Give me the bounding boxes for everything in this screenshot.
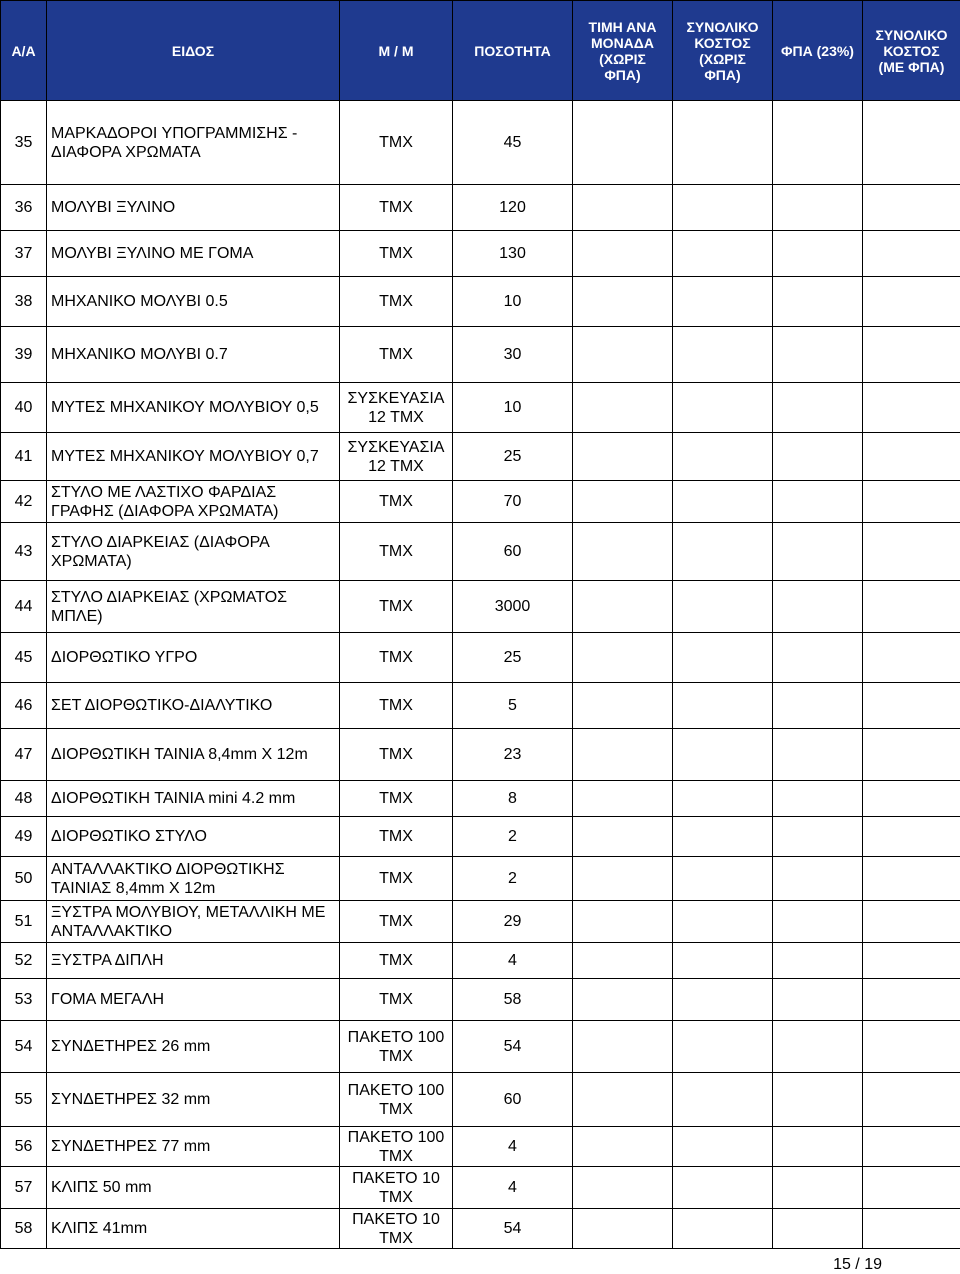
total-with-vat-cell [863, 185, 960, 231]
total-no-vat-cell [673, 523, 773, 581]
item-description: ΜΥΤΕΣ ΜΗΧΑΝΙΚΟΥ ΜΟΛΥΒΙΟΥ 0,5 [47, 383, 340, 433]
total-no-vat-cell [673, 101, 773, 185]
quantity: 5 [453, 683, 573, 729]
total-with-vat-cell [863, 481, 960, 523]
total-no-vat-cell [673, 231, 773, 277]
row-number: 43 [1, 523, 47, 581]
row-number: 55 [1, 1073, 47, 1127]
unit-of-measure: ΣΥΣΚΕΥΑΣΙΑ 12 ΤΜΧ [340, 383, 453, 433]
total-no-vat-cell [673, 901, 773, 943]
quantity: 130 [453, 231, 573, 277]
unit-of-measure: ΤΜΧ [340, 327, 453, 383]
row-number: 35 [1, 101, 47, 185]
unit-price-cell [573, 327, 673, 383]
total-no-vat-cell [673, 1127, 773, 1167]
total-with-vat-cell [863, 383, 960, 433]
total-with-vat-cell [863, 817, 960, 857]
row-number: 47 [1, 729, 47, 781]
vat-cell [773, 817, 863, 857]
item-description: ΜΥΤΕΣ ΜΗΧΑΝΙΚΟΥ ΜΟΛΥΒΙΟΥ 0,7 [47, 433, 340, 481]
unit-price-cell [573, 817, 673, 857]
unit-price-cell [573, 1209, 673, 1249]
unit-of-measure: ΤΜΧ [340, 231, 453, 277]
unit-of-measure: ΤΜΧ [340, 101, 453, 185]
table-row [1, 817, 960, 857]
table-row [1, 781, 960, 817]
unit-of-measure: ΠΑΚΕΤΟ 10 ΤΜΧ [340, 1209, 453, 1249]
row-number: 51 [1, 901, 47, 943]
vat-cell [773, 857, 863, 901]
quantity: 58 [453, 979, 573, 1021]
table-row [1, 327, 960, 383]
col-header-unit-price: ΤΙΜΗ ΑΝΑ ΜΟΝΑΔΑ (ΧΩΡΙΣ ΦΠΑ) [573, 1, 673, 101]
total-with-vat-cell [863, 231, 960, 277]
total-with-vat-cell [863, 729, 960, 781]
col-header-vat: ΦΠΑ (23%) [773, 1, 863, 101]
quantity: 8 [453, 781, 573, 817]
unit-of-measure: ΠΑΚΕΤΟ 10 ΤΜΧ [340, 1167, 453, 1209]
total-with-vat-cell [863, 581, 960, 633]
unit-of-measure: ΤΜΧ [340, 277, 453, 327]
vat-cell [773, 943, 863, 979]
table-row [1, 979, 960, 1021]
vat-cell [773, 231, 863, 277]
item-description: ΣΥΝΔΕΤΗΡΕΣ 26 mm [47, 1021, 340, 1073]
row-number: 44 [1, 581, 47, 633]
page-number: 15 / 19 [833, 1256, 882, 1273]
table-row [1, 481, 960, 523]
item-description: ΓΟΜΑ ΜΕΓΑΛΗ [47, 979, 340, 1021]
table-row [1, 383, 960, 433]
col-header-item: ΕΙΔΟΣ [47, 1, 340, 101]
row-number: 54 [1, 1021, 47, 1073]
total-no-vat-cell [673, 481, 773, 523]
unit-price-cell [573, 481, 673, 523]
item-description: ΜΗΧΑΝΙΚΟ ΜΟΛΥΒΙ 0.5 [47, 277, 340, 327]
vat-cell [773, 979, 863, 1021]
quantity: 120 [453, 185, 573, 231]
unit-price-cell [573, 1127, 673, 1167]
vat-cell [773, 383, 863, 433]
total-with-vat-cell [863, 327, 960, 383]
quantity: 25 [453, 633, 573, 683]
quantity: 2 [453, 817, 573, 857]
table-header-row [1, 1, 960, 101]
table-row [1, 433, 960, 481]
item-description: ΣΤΥΛΟ ΔΙΑΡΚΕΙΑΣ (ΔΙΑΦΟΡΑ ΧΡΩΜΑΤΑ) [47, 523, 340, 581]
unit-price-cell [573, 433, 673, 481]
unit-of-measure: ΤΜΧ [340, 683, 453, 729]
table-row [1, 277, 960, 327]
item-description: ΜΟΛΥΒΙ ΞΥΛΙΝΟ ΜΕ ΓΟΜΑ [47, 231, 340, 277]
total-with-vat-cell [863, 277, 960, 327]
quantity: 4 [453, 943, 573, 979]
table-row [1, 633, 960, 683]
unit-of-measure: ΠΑΚΕΤΟ 100 ΤΜΧ [340, 1127, 453, 1167]
total-with-vat-cell [863, 101, 960, 185]
unit-of-measure: ΤΜΧ [340, 979, 453, 1021]
unit-of-measure: ΣΥΣΚΕΥΑΣΙΑ 12 ΤΜΧ [340, 433, 453, 481]
item-description: ΣΥΝΔΕΤΗΡΕΣ 77 mm [47, 1127, 340, 1167]
quantity: 54 [453, 1209, 573, 1249]
table-row [1, 1167, 960, 1209]
total-no-vat-cell [673, 781, 773, 817]
vat-cell [773, 277, 863, 327]
unit-price-cell [573, 101, 673, 185]
total-no-vat-cell [673, 1167, 773, 1209]
quantity: 4 [453, 1167, 573, 1209]
table-row [1, 1127, 960, 1167]
vat-cell [773, 481, 863, 523]
total-no-vat-cell [673, 857, 773, 901]
unit-of-measure: ΤΜΧ [340, 581, 453, 633]
table-row [1, 1209, 960, 1249]
unit-of-measure: ΤΜΧ [340, 817, 453, 857]
item-description: ΜΟΛΥΒΙ ΞΥΛΙΝΟ [47, 185, 340, 231]
quantity: 70 [453, 481, 573, 523]
quantity: 54 [453, 1021, 573, 1073]
quantity: 45 [453, 101, 573, 185]
row-number: 41 [1, 433, 47, 481]
item-description: ΣΤΥΛΟ ΔΙΑΡΚΕΙΑΣ (ΧΡΩΜΑΤΟΣ ΜΠΛΕ) [47, 581, 340, 633]
vat-cell [773, 1127, 863, 1167]
unit-price-cell [573, 729, 673, 781]
vat-cell [773, 1021, 863, 1073]
table-row [1, 1073, 960, 1127]
total-no-vat-cell [673, 633, 773, 683]
total-no-vat-cell [673, 979, 773, 1021]
total-no-vat-cell [673, 433, 773, 481]
quantity: 23 [453, 729, 573, 781]
unit-of-measure: ΤΜΧ [340, 633, 453, 683]
unit-price-cell [573, 1167, 673, 1209]
unit-price-cell [573, 185, 673, 231]
unit-price-cell [573, 383, 673, 433]
item-description: ΔΙΟΡΘΩΤΙΚΗ ΤΑΙΝΙΑ mini 4.2 mm [47, 781, 340, 817]
row-number: 40 [1, 383, 47, 433]
item-description: ΑΝΤΑΛΛΑΚΤΙΚΟ ΔΙΟΡΘΩΤΙΚΗΣ ΤΑΙΝΙΑΣ 8,4mm X 12m [47, 857, 340, 901]
item-description: ΣΥΝΔΕΤΗΡΕΣ 32 mm [47, 1073, 340, 1127]
total-with-vat-cell [863, 523, 960, 581]
col-header-total-no-vat: ΣΥΝΟΛΙΚΟ ΚΟΣΤΟΣ (ΧΩΡΙΣ ΦΠΑ) [673, 1, 773, 101]
table-row [1, 901, 960, 943]
vat-cell [773, 185, 863, 231]
table-row [1, 581, 960, 633]
vat-cell [773, 101, 863, 185]
total-with-vat-cell [863, 633, 960, 683]
row-number: 46 [1, 683, 47, 729]
unit-price-cell [573, 781, 673, 817]
quantity: 10 [453, 277, 573, 327]
quantity: 2 [453, 857, 573, 901]
row-number: 57 [1, 1167, 47, 1209]
row-number: 56 [1, 1127, 47, 1167]
total-no-vat-cell [673, 1209, 773, 1249]
total-no-vat-cell [673, 1073, 773, 1127]
table-row [1, 185, 960, 231]
item-description: ΣΕΤ ΔΙΟΡΘΩΤΙΚΟ-ΔΙΑΛΥΤΙΚΟ [47, 683, 340, 729]
unit-price-cell [573, 523, 673, 581]
total-no-vat-cell [673, 327, 773, 383]
unit-price-cell [573, 901, 673, 943]
unit-of-measure: ΤΜΧ [340, 901, 453, 943]
total-with-vat-cell [863, 943, 960, 979]
quantity: 10 [453, 383, 573, 433]
row-number: 52 [1, 943, 47, 979]
unit-of-measure: ΠΑΚΕΤΟ 100 ΤΜΧ [340, 1073, 453, 1127]
table-row [1, 231, 960, 277]
unit-of-measure: ΤΜΧ [340, 185, 453, 231]
col-header-aa: Α/Α [1, 1, 47, 101]
table-row [1, 523, 960, 581]
total-with-vat-cell [863, 1073, 960, 1127]
total-with-vat-cell [863, 433, 960, 481]
unit-of-measure: ΤΜΧ [340, 943, 453, 979]
row-number: 37 [1, 231, 47, 277]
table-row [1, 857, 960, 901]
quantity: 4 [453, 1127, 573, 1167]
row-number: 48 [1, 781, 47, 817]
total-with-vat-cell [863, 683, 960, 729]
vat-cell [773, 1209, 863, 1249]
total-no-vat-cell [673, 943, 773, 979]
row-number: 49 [1, 817, 47, 857]
unit-of-measure: ΤΜΧ [340, 523, 453, 581]
unit-of-measure: ΤΜΧ [340, 781, 453, 817]
col-header-quantity: ΠΟΣΟΤΗΤΑ [453, 1, 573, 101]
item-description: ΞΥΣΤΡΑ ΔΙΠΛΗ [47, 943, 340, 979]
row-number: 42 [1, 481, 47, 523]
vat-cell [773, 581, 863, 633]
row-number: 50 [1, 857, 47, 901]
total-no-vat-cell [673, 383, 773, 433]
unit-price-cell [573, 633, 673, 683]
unit-of-measure: ΤΜΧ [340, 481, 453, 523]
table-row [1, 101, 960, 185]
table-body [1, 101, 960, 1249]
quantity: 3000 [453, 581, 573, 633]
vat-cell [773, 1167, 863, 1209]
total-with-vat-cell [863, 1127, 960, 1167]
vat-cell [773, 633, 863, 683]
table-row [1, 943, 960, 979]
total-no-vat-cell [673, 817, 773, 857]
total-with-vat-cell [863, 901, 960, 943]
item-description: ΔΙΟΡΘΩΤΙΚΟ ΥΓΡΟ [47, 633, 340, 683]
unit-price-cell [573, 943, 673, 979]
vat-cell [773, 433, 863, 481]
unit-of-measure: ΤΜΧ [340, 729, 453, 781]
vat-cell [773, 1073, 863, 1127]
unit-price-cell [573, 231, 673, 277]
vat-cell [773, 781, 863, 817]
total-no-vat-cell [673, 185, 773, 231]
col-header-unit: Μ / Μ [340, 1, 453, 101]
row-number: 39 [1, 327, 47, 383]
row-number: 45 [1, 633, 47, 683]
row-number: 53 [1, 979, 47, 1021]
unit-of-measure: ΠΑΚΕΤΟ 100 ΤΜΧ [340, 1021, 453, 1073]
table-row [1, 729, 960, 781]
unit-price-cell [573, 857, 673, 901]
unit-price-cell [573, 581, 673, 633]
item-description: ΚΛΙΠΣ 41mm [47, 1209, 340, 1249]
total-with-vat-cell [863, 781, 960, 817]
item-description: ΔΙΟΡΘΩΤΙΚΗ ΤΑΙΝΙΑ 8,4mm X 12m [47, 729, 340, 781]
vat-cell [773, 683, 863, 729]
row-number: 38 [1, 277, 47, 327]
vat-cell [773, 523, 863, 581]
total-no-vat-cell [673, 1021, 773, 1073]
total-with-vat-cell [863, 857, 960, 901]
total-with-vat-cell [863, 979, 960, 1021]
item-description: ΞΥΣΤΡΑ ΜΟΛΥΒΙΟΥ, ΜΕΤΑΛΛΙΚΗ ΜΕ ΑΝΤΑΛΛΑΚΤΙΚΟ [47, 901, 340, 943]
unit-price-cell [573, 979, 673, 1021]
total-no-vat-cell [673, 277, 773, 327]
quantity: 60 [453, 1073, 573, 1127]
quantity: 25 [453, 433, 573, 481]
item-description: ΚΛΙΠΣ 50 mm [47, 1167, 340, 1209]
total-no-vat-cell [673, 683, 773, 729]
item-description: ΜΗΧΑΝΙΚΟ ΜΟΛΥΒΙ 0.7 [47, 327, 340, 383]
total-with-vat-cell [863, 1209, 960, 1249]
unit-price-cell [573, 683, 673, 729]
vat-cell [773, 327, 863, 383]
total-with-vat-cell [863, 1167, 960, 1209]
unit-price-cell [573, 1021, 673, 1073]
vat-cell [773, 901, 863, 943]
unit-price-cell [573, 1073, 673, 1127]
row-number: 36 [1, 185, 47, 231]
table-row [1, 1021, 960, 1073]
vat-cell [773, 729, 863, 781]
quantity: 30 [453, 327, 573, 383]
unit-of-measure: ΤΜΧ [340, 857, 453, 901]
col-header-total-with-vat: ΣΥΝΟΛΙΚΟ ΚΟΣΤΟΣ (ΜΕ ΦΠΑ) [863, 1, 960, 101]
total-no-vat-cell [673, 581, 773, 633]
row-number: 58 [1, 1209, 47, 1249]
item-description: ΣΤΥΛΟ ΜΕ ΛΑΣΤΙΧΟ ΦΑΡΔΙΑΣ ΓΡΑΦΗΣ (ΔΙΑΦΟΡΑ ΧΡΩΜΑΤΑ) [47, 481, 340, 523]
total-no-vat-cell [673, 729, 773, 781]
unit-price-cell [573, 277, 673, 327]
total-with-vat-cell [863, 1021, 960, 1073]
item-description: ΔΙΟΡΘΩΤΙΚΟ ΣΤΥΛΟ [47, 817, 340, 857]
quantity: 60 [453, 523, 573, 581]
item-description: ΜΑΡΚΑΔΟΡΟΙ ΥΠΟΓΡΑΜΜΙΣΗΣ - ΔΙΑΦΟΡΑ ΧΡΩΜΑΤΑ [47, 101, 340, 185]
quantity: 29 [453, 901, 573, 943]
table-row [1, 683, 960, 729]
